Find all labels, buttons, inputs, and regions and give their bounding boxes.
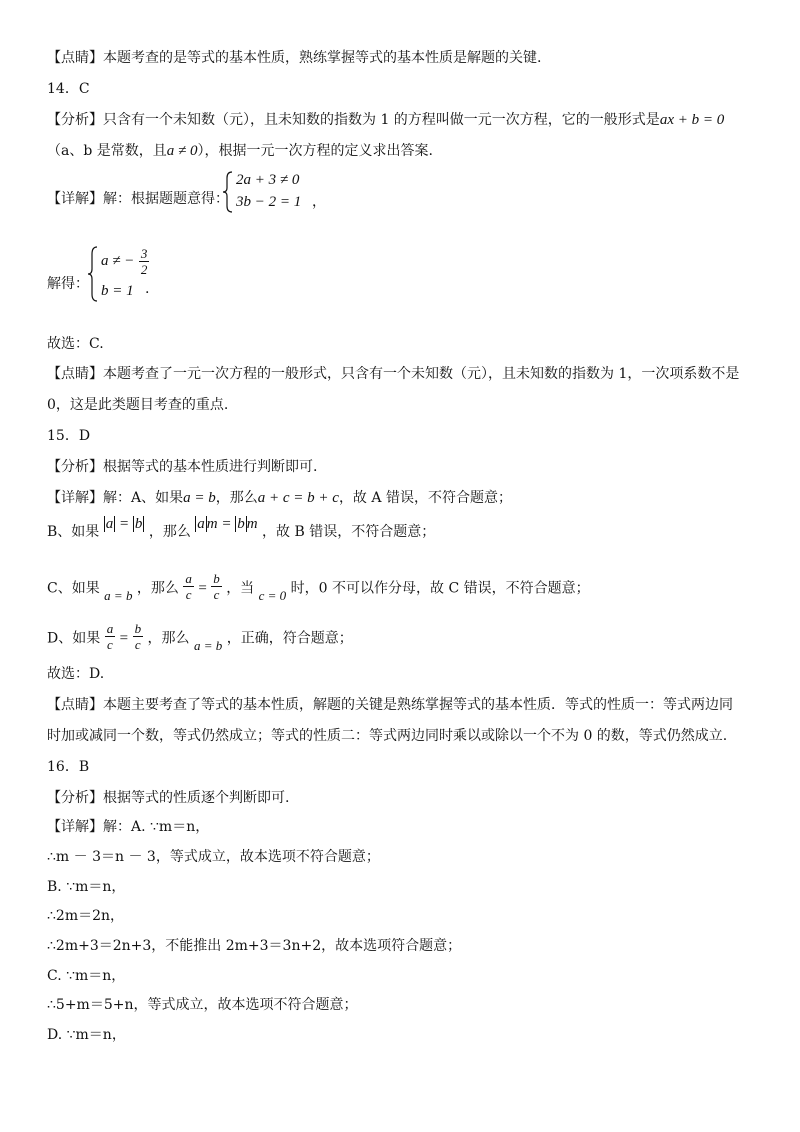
q14-fenxi: 【分析】只含有一个未知数（元），且未知数的指数为 1 的方程叫做一元一次方程，它的一般形式是ax + b = 0 [47,112,725,128]
fraction-a-over-c: $\frac{a}{c}$ [106,621,114,652]
q15-fenxi: 【分析】根据等式的基本性质进行判断即可. [47,459,318,475]
q16-xiangjie-6: C. ∵m＝n， [47,968,126,984]
q14-dianjing-1: 【点睛】本题考查了一元一次方程的一般形式，只含有一个未知数（元），且未知数的指数为 1，一次项系数不是 [47,366,740,382]
q14-solution-system: a ≠ − $\frac{3}{2}$ b = 1 . [87,244,167,304]
q16-xiangjie-4: ∴2m＝2n， [47,908,125,924]
q16-xiangjie-2: ∴m － 3＝n － 3，等式成立，故本选项不符合题意； [47,849,380,865]
q16-xiangjie-7: ∴5+m＝5+n，等式成立，故本选项不符合题意； [47,997,358,1013]
fraction-b-over-c: $\frac{b}{c}$ [134,621,142,652]
q14-xiangjie: 【详解】解：根据题题意得： [47,191,229,207]
q14-fenxi-cont: （a、b 是常数，且a ≠ 0），根据一元一次方程的定义求出答案. [47,143,433,159]
q16-fenxi: 【分析】根据等式的性质逐个判断即可. [47,790,290,806]
q15-option-c: C、如果 a = b ，那么 $\frac{a}{c}$ = $\frac{b}{c}$ ，当 c = 0 时，0 不可以作分母，故 C 错误，不符合题意； [47,571,590,603]
system-eq-2: 3b − 2 = 1 [236,194,302,210]
left-brace-icon [222,170,234,214]
q15-number: 15．D [47,428,91,444]
q16-xiangjie-1: 【详解】解：A. ∵m＝n， [47,819,210,835]
q16-number: 16．B [47,759,90,775]
q15-option-b: B、如果 a = b ，那么 a m = b m ，故 B 错误，不符合题意； [47,516,436,540]
q16-xiangjie-5: ∴2m+3＝2n+3，不能推出 2m+3＝3n+2，故本选项符合题意； [47,938,462,954]
q16-xiangjie-3: B. ∵m＝n， [47,879,126,895]
left-brace-icon [87,245,99,303]
q15-option-a: 【详解】解：A、如果a = b，那么a + c = b + c，故 A 错误，不符合题意； [47,490,512,506]
q14-jiede: 解得： [47,276,89,292]
q14-number: 14．C [47,81,90,97]
q13-dianjing: 【点睛】本题考查的是等式的基本性质，熟练掌握等式的基本性质是解题的关键. [47,50,542,66]
fraction-three-halves: $\frac{3}{2}$ [140,246,148,277]
q14-guxuan: 故选：C. [47,336,104,352]
system-eq-1: 2a + 3 ≠ 0 [236,172,300,188]
q14-dianjing-2: 0，这是此类题目考查的重点. [47,397,229,413]
fraction-a-over-c: $\frac{a}{c}$ [185,571,192,602]
q15-guxuan: 故选：D. [47,666,105,682]
q15-dianjing-1: 【点睛】本题主要考查了等式的基本性质，解题的关键是熟练掌握等式的基本性质．等式的性质一：等式两边同 [47,697,733,713]
fraction-b-over-c: $\frac{b}{c}$ [213,571,220,602]
q16-xiangjie-8: D. ∵m＝n， [47,1027,126,1043]
q15-option-d: D、如果 $\frac{a}{c}$ = $\frac{b}{c}$ ，那么 a = b ，正确，符合题意； [47,621,353,653]
q15-dianjing-2: 时加或减同一个数，等式仍然成立；等式的性质二：等式两边同时乘以或除以一个不为 0 的数，等式仍然成立. [47,728,728,744]
